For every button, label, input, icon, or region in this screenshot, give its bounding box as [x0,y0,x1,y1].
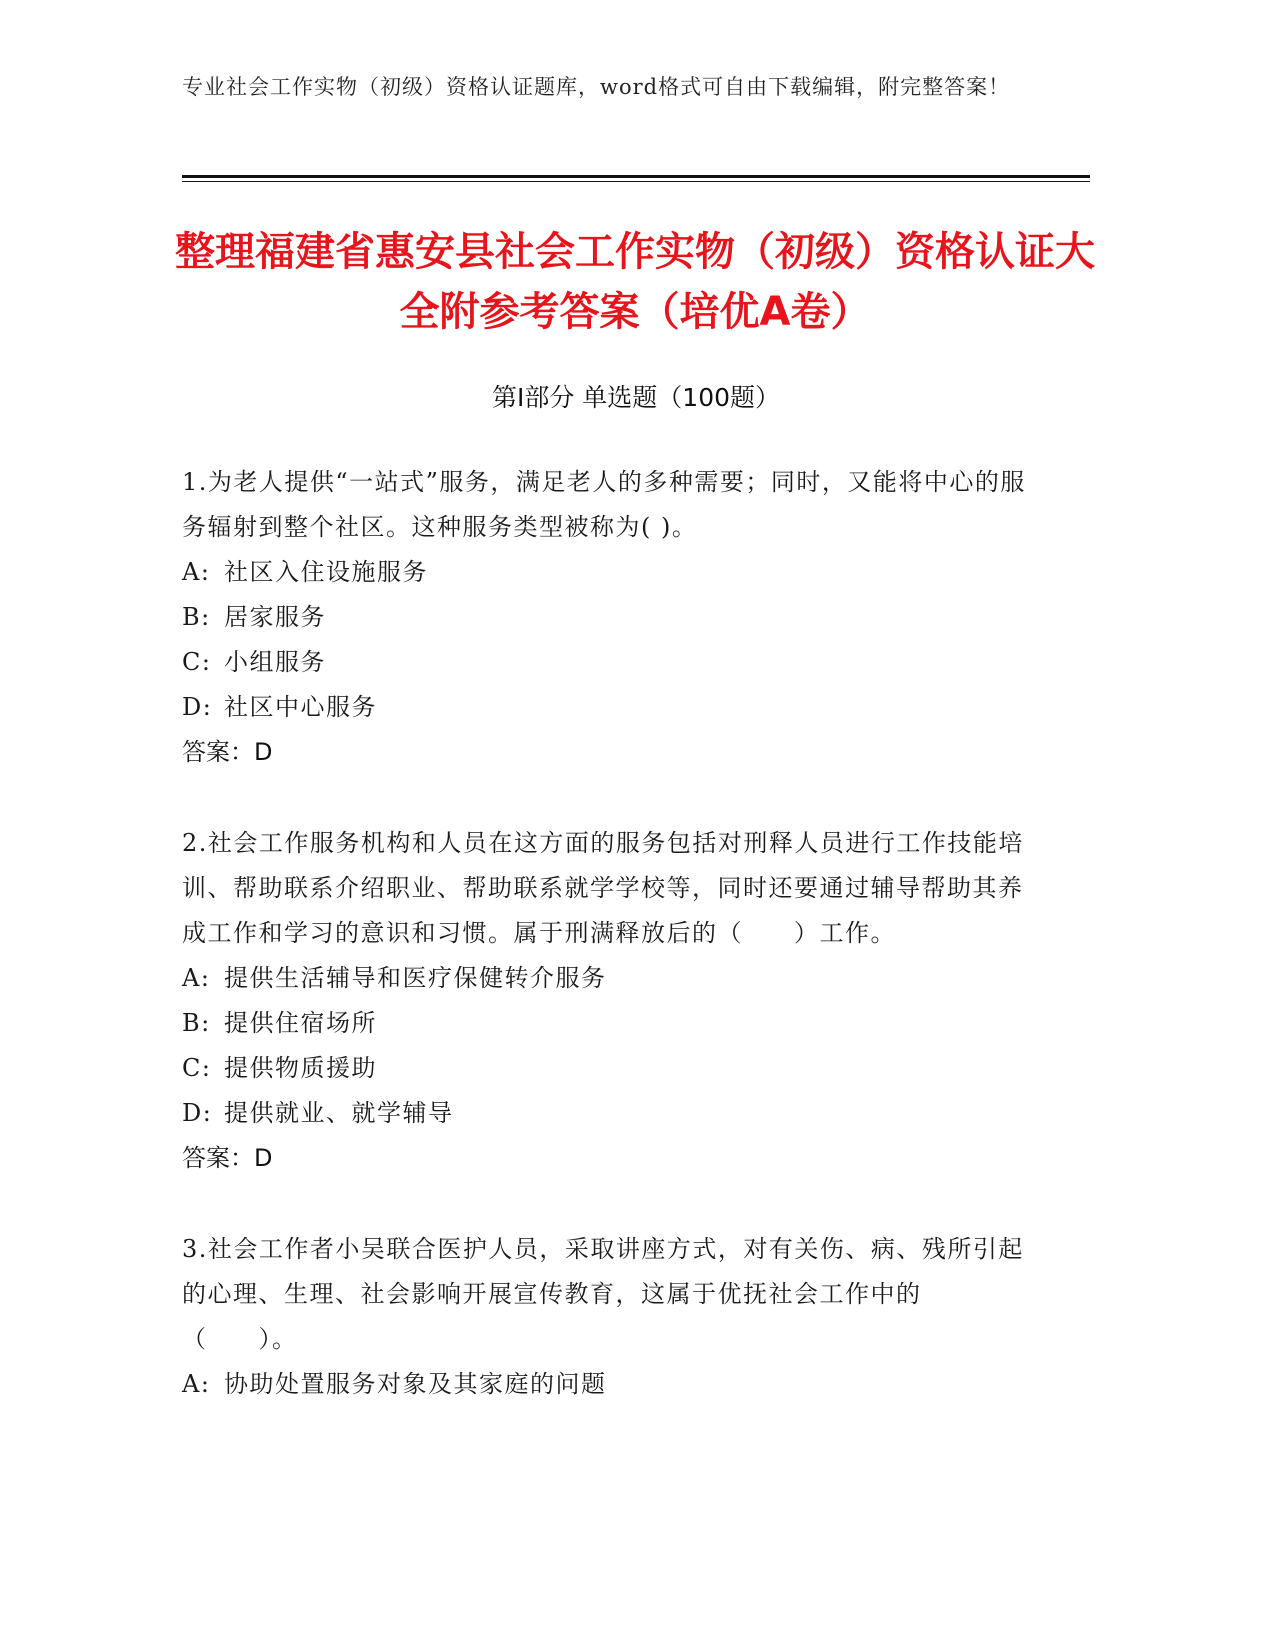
header-note: 专业社会工作实物（初级）资格认证题库，word格式可自由下载编辑，附完整答案！ [182,75,1011,99]
option-text: 提供就业、就学辅导 [224,1099,454,1127]
option-text: 小组服务 [224,648,326,676]
option-a [182,550,1032,595]
option-key: B: [182,1009,211,1037]
answer-text: 答案：D [182,1144,273,1172]
question-stem: 2.社会工作服务机构和人员在这方面的服务包括对刑释人员进行工作技能培训、帮助联系介绍职业、帮助联系就学学校等，同时还要通过辅导帮助其养成工作和学习的意识和习惯。属于刑满释放后的（ ）工作。 [182,829,1024,947]
option-text: 提供住宿场所 [224,1009,377,1037]
question-stem: 1.为老人提供“一站式”服务，满足老人的多种需要；同时，又能将中心的服务辐射到整个社区。这种服务类型被称为( )。 [182,468,1026,541]
option-text: 提供物质援助 [224,1054,377,1082]
option-text: 提供生活辅导和医疗保健转介服务 [224,964,607,992]
document-title: 整理福建省惠安县社会工作实物（初级）资格认证大全附参考答案（培优A卷） [175,229,1095,335]
option-text: 社区中心服务 [224,693,377,721]
option-d [182,685,1032,730]
option-text: 居家服务 [224,603,326,631]
question-stem: 3.社会工作者小吴联合医护人员，采取讲座方式，对有关伤、病、残所引起的心理、生理、社会影响开展宣传教育，这属于优抚社会工作中的（ ）。 [182,1235,1024,1353]
option-key: B: [182,603,211,631]
option-d [182,1091,1032,1136]
section-title: 第Ⅰ部分 单选题（100题） [491,383,781,412]
question-3 [182,1227,1032,1407]
option-key: D: [182,693,213,721]
question-2 [182,821,1032,1181]
option-b [182,1001,1032,1046]
header-divider-thick [182,175,1090,178]
option-key: D: [182,1099,213,1127]
option-a [182,1362,1032,1407]
option-key: A: [182,964,211,992]
option-key: C: [182,1054,212,1082]
option-a [182,956,1032,1001]
option-key: C: [182,648,212,676]
answer-text: 答案：D [182,738,273,766]
question-list [182,460,1032,1453]
option-text: 协助处置服务对象及其家庭的问题 [224,1370,607,1398]
option-c [182,1046,1032,1091]
option-b [182,595,1032,640]
header-divider-thin [182,181,1090,182]
option-text: 社区入住设施服务 [224,558,428,586]
option-key: A: [182,1370,211,1398]
question-1 [182,460,1032,775]
option-c [182,640,1032,685]
option-key: A: [182,558,211,586]
